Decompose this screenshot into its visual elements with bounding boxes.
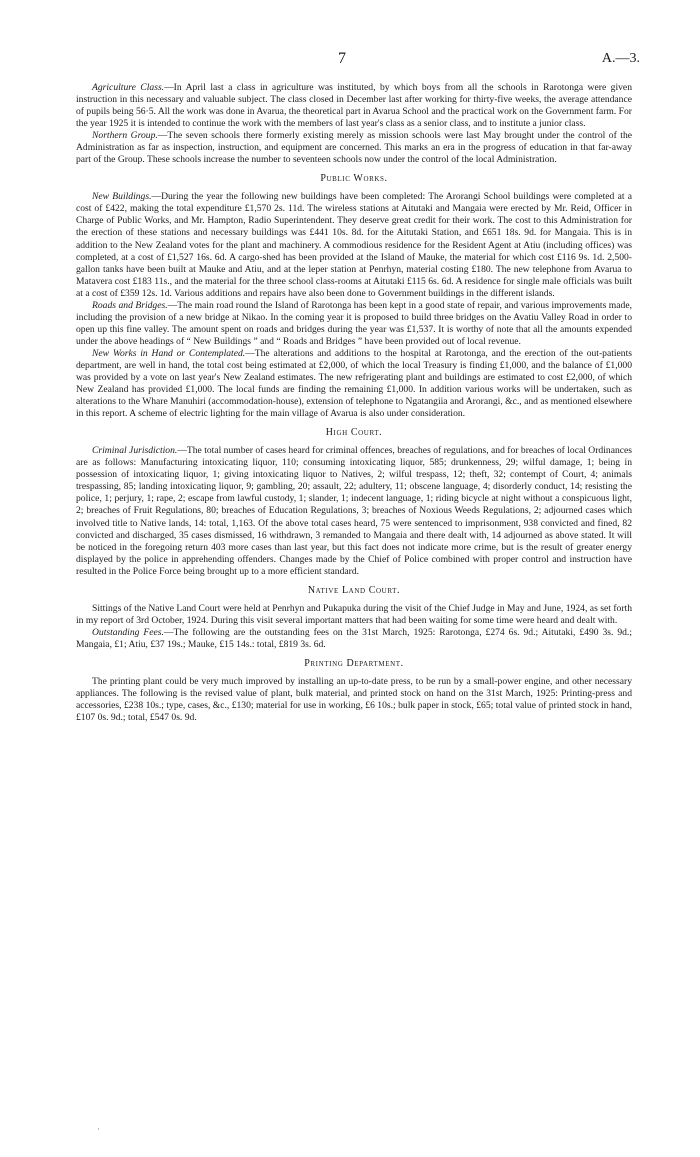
document-reference: A.—3. — [601, 51, 640, 66]
printing-plant-paragraph — [76, 676, 632, 724]
agriculture-class-paragraph — [76, 82, 632, 130]
agriculture-class-text: —In April last a class in agriculture was instituted, by which boys from all the schools in Rarotonga were given instruction in this necessary and valuable subject. The class closed in December last after working for thirty-five weeks, the average attendance of pupils being 56·5. All the work was done in Avarua, the theoretical part in Avarua School and the practical work on the Government farm. For the year 1925 it is intended to continue the work with the members of last year's class as a senior class, and to institute a junior class. — [76, 82, 632, 130]
new-buildings-lead: New Buildings. — [92, 191, 152, 203]
page-number: 7 — [338, 50, 346, 67]
page-header — [76, 50, 640, 70]
land-court-sittings-paragraph — [76, 603, 632, 627]
new-works-paragraph — [76, 348, 632, 420]
criminal-jurisdiction-lead: Criminal Jurisdiction. — [92, 445, 178, 457]
northern-group-text: —The seven schools there formerly existing merely as mission schools were last May brought under the control of the Administration as far as inspection, instruction, and equipment are concerned. This marks an era in the progress of education in that far-away part of the Group. These schools increase the number to seventeen schools now under the control of the local Administration. — [76, 130, 632, 166]
new-buildings-text: —During the year the following new buildings have been completed: The Arorangi School buildings were completed at a cost of £422, making the total expenditure £1,570 2s. 11d. The wireless stations at Aitutaki and Mangaia were erected by Mr. Reid, Officer in Charge of Public Works, and Mr. Hampton, Radio Superintendent. They deserve great credit for their work. The cost to this Administration for the erection of these stations and necessary buildings was £441 10s. 8d. for the Aitutaki Station, and £651 18s. 9d. for Mangaia. This is in addition to the New Zealand votes for the plant and machinery. A commodious residence for the Resident Agent at Atiu (including offices) was completed, at a cost of £1,527 16s. 6d. A cargo-shed has been provided at the Island of Mauke, the material for which cost £116 9s. 1d. 2,500-gallon tanks have been built at Mauke and Atiu, and at the leper station at Penrhyn, material costing £180. The new telephone from Avarua to Matavera cost £183 11s., and the material for the three school class-rooms at Aitutaki £115 6s. 6d. A residence for single male officials was built at a cost of £359 12s. 1d. Various additions and repairs have also been done to Government buildings in the different islands. — [76, 191, 632, 299]
outstanding-fees-paragraph — [76, 627, 632, 651]
new-works-text: —The alterations and additions to the hospital at Rarotonga, and the erection of the out-patients department, are well in hand, the total cost being estimated at £2,000, of which the local Treasury is finding £1,000, and the balance of £1,000 was provided by a vote on last year's New Zealand estimates. The new refrigerating plant and buildings are estimated to cost £2,000, of which New Zealand has provided £1,000. The local funds are finding the remaining £1,000. In addition various works will be undertaken, such as alterations to the Whare Manuhiri (accommodation-house), extension of telephone to Ngatangiia and Arorangi, &c., and as mentioned elsewhere in this report. A scheme of electric lighting for the main village of Avarua is also under consideration. — [76, 347, 632, 420]
agriculture-class-lead: Agriculture Class. — [92, 82, 165, 93]
northern-group-paragraph — [76, 130, 632, 166]
outstanding-fees-text: —The following are the outstanding fees on the 31st March, 1925: Rarotonga, £274 6s. 9d.; Aitutaki, £490 3s. 9d.; Mangaia, £1; Atiu, £37 19s.; Mauke, £15 14s.: total, £819 3s. 6d. — [76, 626, 632, 650]
roads-bridges-lead: Roads and Bridges. — [92, 299, 168, 311]
page-speck: · — [97, 1124, 100, 1134]
printing-department-heading: Printing Department. — [304, 657, 404, 669]
outstanding-fees-lead: Outstanding Fees. — [92, 626, 164, 638]
northern-group-lead: Northern Group. — [92, 130, 158, 142]
land-court-sittings-text: Sittings of the Native Land Court were held at Penrhyn and Pukapuka during the visit of the Chief Judge in May and June, 1924, as set forth in my report of 3rd October, 1924. During this visit several important matters that had been waiting for some time were heard and dealt with. — [76, 602, 632, 626]
public-works-heading: Public Works. — [320, 173, 388, 185]
report-body — [76, 82, 632, 724]
high-court-heading: High Court. — [325, 427, 383, 439]
roads-bridges-paragraph — [76, 300, 632, 348]
criminal-jurisdiction-paragraph — [76, 445, 632, 578]
printing-plant-text: The printing plant could be very much improved by installing an up-to-date press, to be run by a small-power engine, and other necessary appliances. The following is the revised value of plant, bulk material, and printed stock on hand on the 31st March, 1925: Printing-press and accessories, £238 10s.; type, cases, &c., £130; material for use in working, £6 10s.; bulk paper in stock, £65; total value of printed stock in hand, £107 0s. 9d.; total, £547 0s. 9d. — [76, 675, 632, 724]
new-buildings-paragraph — [76, 191, 632, 299]
new-works-lead: New Works in Hand or Contemplated. — [92, 347, 246, 359]
criminal-jurisdiction-text: —The total number of cases heard for criminal offences, breaches of regulations, and for breaches of local Ordinances are as follows: Manufacturing intoxicating liquor, 110; consuming intoxicating liquor, 585; drunkenness, 29; wilful damage, 1; being in possession of intoxicating liquor, 1; giving intoxicating liquor to Natives, 2; wilful trespass, 12; theft, 32; contempt of Court, 4; animals trespassing, 85; landing intoxicating liquor, 9; gambling, 20; assault, 22; adultery, 11; obscene language, 4; disorderly conduct, 14; resisting the police, 1; perjury, 1; rape, 2; escape from lawful custody, 1; slander, 1; indecent language, 1; riding bicycle at night without a conspicuous light, 2; breaches of Fruit Regulations, 80; breaches of Education Regulations, 3; breaches of Noxious Weeds Regulations, 2; adjourned cases which involved title to Native lands, 14: total, 1,163. Of the above total cases heard, 75 were sentenced to imprisonment, 938 convicted and fined, 82 convicted and discharged, 35 cases dismissed, 16 withdrawn, 3 remanded to Mangaia and there dealt with, 14 adjourned as above stated. It will be noticed in the foregoing return 403 more cases than last year, but this fact does not indicate more crime, but is the result of greater energy displayed by the police in apprehending offenders. Changes made by the Chief of Police combined with proper control and instruction have resulted in the Police Force being brought up to a more efficient standard. — [76, 445, 632, 577]
roads-bridges-text: —The main road round the Island of Rarotonga has been kept in a good state of repair, and various improvements made, including the provision of a new bridge at Nikao. In the coming year it is proposed to build three bridges on the Avatiu Valley Road in order to open up this fine valley. The amount spent on roads and bridges during the year was £1,537. It is worthy of note that all the amounts expended under the above headings of “ New Buildings ” and “ Roads and Bridges ” have been provided out of local revenue. — [76, 299, 632, 347]
native-land-court-heading: Native Land Court. — [307, 584, 401, 596]
